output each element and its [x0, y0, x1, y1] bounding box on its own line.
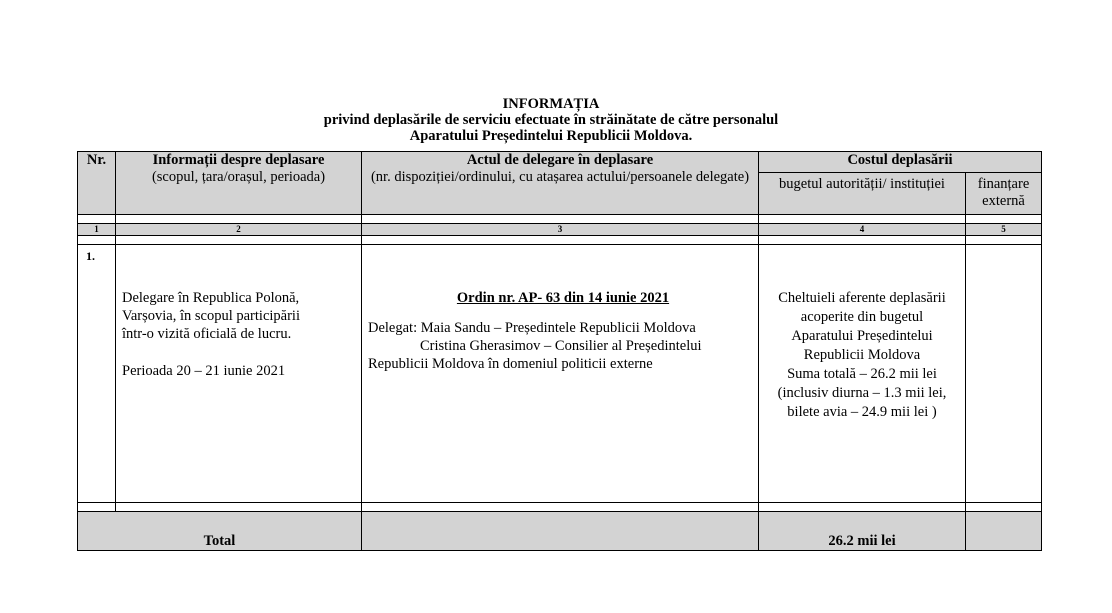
- delegate-line: Republicii Moldova în domeniul politicii externe: [368, 356, 653, 372]
- travel-table: [77, 151, 1042, 551]
- header-act-title: Actul de delegare în deplasare: [466, 152, 654, 168]
- cost-budget: [759, 245, 966, 503]
- cost-line: Aparatului Președintelui: [791, 328, 933, 344]
- header-cost-external: finanțare externă: [966, 173, 1042, 215]
- total-empty: [362, 512, 759, 551]
- trip-desc-line: Delegare în Republica Polonă,: [122, 290, 300, 306]
- cost-line: (inclusiv diurna – 1.3 mii lei,: [777, 385, 947, 401]
- order-number: Ordin nr. AP- 63 din 14 iunie 2021: [456, 290, 670, 306]
- cost-line: Suma totală – 26.2 mii lei: [787, 366, 937, 382]
- header-cost: Costul deplasării: [759, 152, 1042, 173]
- column-number: 1: [78, 224, 116, 236]
- total-row: [78, 512, 1042, 551]
- header-row: [78, 152, 1042, 173]
- total-external: [966, 512, 1042, 551]
- delegation-act: [362, 245, 759, 503]
- spacer-row: [78, 503, 1042, 512]
- column-number-row: [78, 224, 1042, 236]
- header-act: [362, 152, 759, 215]
- header-cost-budget: bugetul autorității/ instituției: [759, 173, 966, 215]
- cost-line: bilete avia – 24.9 mii lei ): [787, 404, 937, 420]
- trip-description: [116, 245, 362, 503]
- document-title: [0, 96, 1112, 144]
- cost-line: Cheltuieli aferente deplasării: [778, 290, 946, 306]
- cost-line: Republicii Moldova: [803, 347, 921, 363]
- header-nr: Nr.: [78, 152, 116, 215]
- table-row: [78, 245, 1042, 503]
- column-number: 4: [759, 224, 966, 236]
- header-act-sub: (nr. dispoziției/ordinului, cu atașarea actului/persoanele delegate): [370, 169, 750, 185]
- column-number: 5: [966, 224, 1042, 236]
- column-number: 2: [116, 224, 362, 236]
- delegate-line: Delegat: Maia Sandu – Președintele Republicii Moldova: [368, 320, 696, 336]
- cost-line: acoperite din bugetul: [800, 309, 924, 325]
- spacer-row: [78, 215, 1042, 224]
- cost-external: [966, 245, 1042, 503]
- title-line-2: privind deplasările de serviciu efectuate în străinătate de către personalul: [323, 112, 779, 128]
- trip-desc-line: Varșovia, în scopul participării: [122, 308, 300, 324]
- spacer-row: [78, 236, 1042, 245]
- header-info: [116, 152, 362, 215]
- column-number: 3: [362, 224, 759, 236]
- title-line-1: INFORMAȚIA: [502, 96, 600, 112]
- title-line-3: Aparatului Președintelui Republicii Moldova.: [409, 128, 693, 144]
- delegate-line: Cristina Gherasimov – Consilier al Președintelui: [420, 338, 702, 354]
- header-info-sub: (scopul, țara/orașul, perioada): [151, 169, 326, 185]
- header-info-title: Informații despre deplasare: [152, 152, 325, 168]
- trip-desc-line: într-o vizită oficială de lucru.: [122, 326, 292, 342]
- total-label: Total: [78, 512, 362, 551]
- total-amount: 26.2 mii lei: [759, 512, 966, 551]
- row-number: 1.: [78, 245, 116, 503]
- trip-period: Perioada 20 – 21 iunie 2021: [122, 363, 286, 379]
